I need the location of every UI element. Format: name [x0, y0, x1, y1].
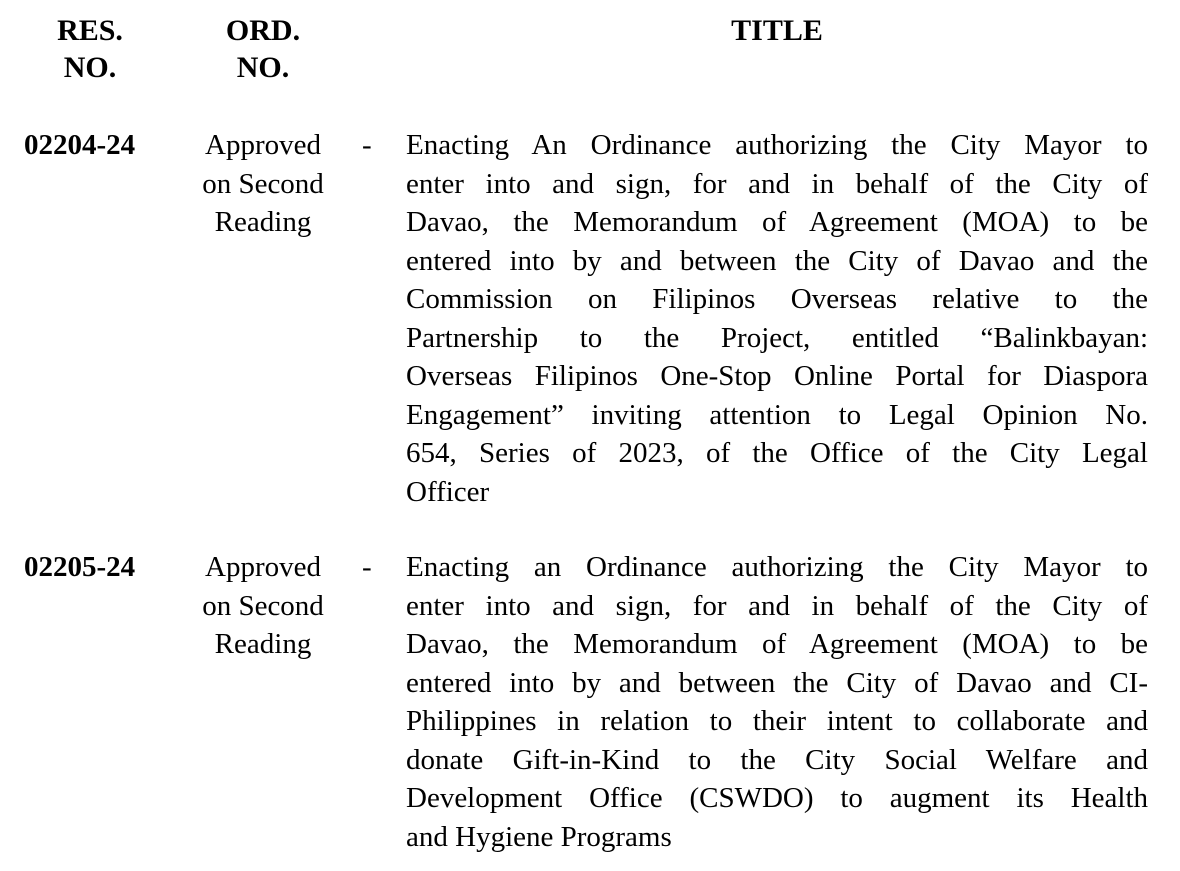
title-line: Engagement” inviting attention to Legal Opinion No.: [406, 398, 1148, 431]
title-line: Development Office (CSWDO) to augment its Health: [406, 782, 1148, 814]
ord-status: [190, 126, 336, 242]
title-line: entered into by and between the City of Davao and CI-: [406, 666, 1148, 699]
ord-status-line: on Second: [202, 589, 324, 622]
ord-status-line: on Second: [202, 167, 324, 200]
title-line: Officer: [406, 475, 490, 508]
ord-status-line: Reading: [214, 206, 312, 238]
title-line: entered into by and between the City of Davao and the: [406, 244, 1148, 277]
header-res-no: [28, 12, 152, 86]
title-line: donate Gift-in-Kind to the City Social Welfare and: [406, 743, 1148, 776]
res-number: 02205-24: [24, 551, 136, 583]
header-title: [406, 12, 1148, 49]
header-ord-no-line: NO.: [236, 51, 290, 84]
title-line: 654, Series of 2023, of the Office of the City Legal: [406, 437, 1148, 469]
separator-dash: -: [362, 551, 372, 583]
header-ord-no-line: ORD.: [225, 14, 301, 47]
ord-status: [190, 548, 336, 664]
title-line: Enacting An Ordinance authorizing the City Mayor to: [406, 129, 1148, 161]
header-res-no-line: RES.: [57, 14, 123, 47]
table-header: [0, 12, 1180, 92]
ord-status-line: Approved: [205, 129, 321, 161]
header-ord-no: [196, 12, 330, 86]
title-line: and Hygiene Programs: [406, 820, 672, 853]
separator-dash: -: [362, 129, 372, 161]
title-line: Commission on Filipinos Overseas relative to the: [406, 283, 1148, 315]
ord-status-line: Approved: [205, 551, 321, 583]
title-line: enter into and sign, for and in behalf of the City of: [406, 167, 1148, 200]
ordinance-title: [406, 548, 1148, 856]
header-res-no-line: NO.: [63, 51, 117, 84]
title-line: Davao, the Memorandum of Agreement (MOA) to be: [406, 206, 1148, 238]
res-number: 02204-24: [24, 129, 136, 161]
ordinance-title: [406, 126, 1148, 511]
title-line: Enacting an Ordinance authorizing the City Mayor to: [406, 551, 1148, 583]
title-line: Partnership to the Project, entitled “Balinkbayan:: [406, 321, 1148, 354]
header-title-label: TITLE: [731, 14, 823, 47]
title-line: enter into and sign, for and in behalf of the City of: [406, 589, 1148, 622]
title-line: Overseas Filipinos One-Stop Online Portal for Diaspora: [406, 360, 1148, 392]
ord-status-line: Reading: [214, 628, 312, 660]
title-line: Davao, the Memorandum of Agreement (MOA) to be: [406, 628, 1148, 660]
title-line: Philippines in relation to their intent to collaborate and: [406, 705, 1148, 737]
